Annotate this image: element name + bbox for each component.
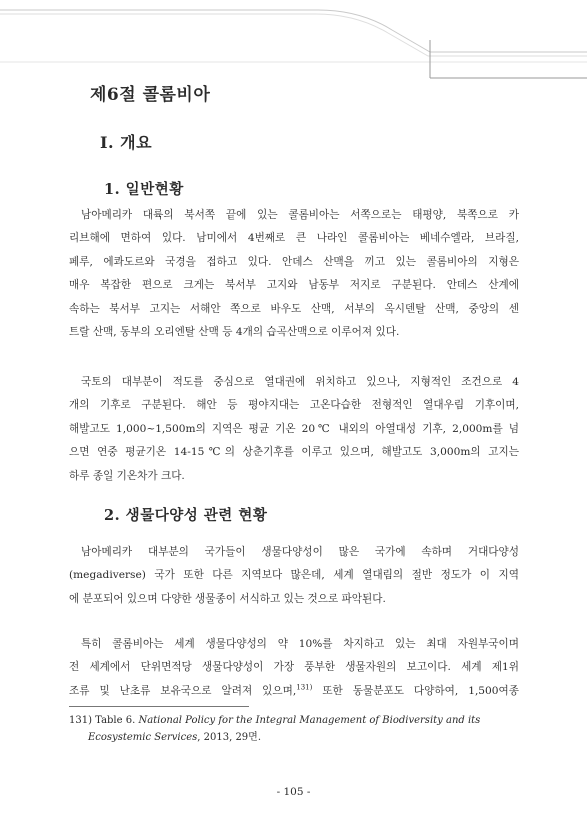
subsection-title-biodiversity: 2. 생물다양성 관련 현황 [104, 507, 268, 524]
subsection-title-general: 1. 일반현황 [104, 181, 184, 198]
paragraph-geography [69, 204, 519, 344]
text-line: 전 세계에서 단위면적당 생물다양성이 가장 풍부한 생물자원의 보고이다. 세계 제1위 [69, 661, 519, 674]
paragraph-climate [69, 371, 519, 488]
footnote-number: 131) [69, 715, 92, 726]
header-decoration [0, 0, 587, 90]
footnote-line [69, 712, 519, 729]
footnote [69, 712, 519, 746]
text-segment: 조류 및 난초류 보유국으로 알려져 있으며, [69, 684, 297, 697]
text-line: 국토의 대부분이 적도를 중심으로 열대권에 위치하고 있으나, 지형적인 조건으로 4 [81, 376, 519, 388]
footnote-divider [69, 706, 249, 707]
footnote-line [69, 729, 519, 746]
text-line: (megadiverse) 국가 또한 다른 지역보다 많은데, 세계 열대림의 절반 정도가 이 지역 [69, 569, 519, 582]
text-line: 리브해에 면하여 있다. 남미에서 4번째로 큰 나라인 콜롬비아는 베네수엘라, 브라질, [69, 232, 519, 245]
text-line: 페루, 에콰도르와 국경을 접하고 있다. 안데스 산맥을 끼고 있는 콜롬비아의 지형은 [69, 255, 519, 268]
page-number: - 105 - [276, 786, 311, 798]
footnote-title: Ecosystemic Services [88, 732, 198, 743]
footnote-prefix: Table 6. [92, 715, 139, 726]
section-title: I. 개요 [100, 133, 153, 152]
text-line: 개의 기후로 구분된다. 해안 등 평야지대는 고온다습한 전형적인 열대우림 기후이며, [69, 399, 519, 412]
text-line: 특히 콜롬비아는 세계 생물다양성의 약 10%를 차지하고 있는 최대 자원부국이며 [81, 638, 519, 650]
text-segment: 또한 동물분포도 다양하여, 1,500여종 [312, 684, 519, 697]
paragraph-south-america-biodiversity [69, 541, 519, 611]
chapter-title: 제6절 콜롬비아 [90, 85, 211, 105]
paragraph-colombia-biodiversity [69, 633, 519, 703]
text-line: 남아메리카 대륙의 북서쪽 끝에 있는 콜롬비아는 서쪽으로는 태평양, 북쪽으로 카 [81, 209, 519, 221]
footnote-reference[interactable]: 131) [296, 683, 313, 692]
text-line: 남아메리카 대부분의 국가들이 생물다양성이 많은 국가에 속하며 거대다양성 [81, 546, 519, 558]
text-line: 속하는 북서부 고지는 서해안 쪽으로 바우도 산맥, 서부의 옥시덴탈 산맥, 중앙의 센 [69, 302, 519, 315]
text-line [69, 680, 519, 703]
text-line: 트랄 산맥, 동부의 오리엔탈 산맥 등 4개의 습곡산맥으로 이루어져 있다. [69, 326, 400, 339]
text-line: 하루 종일 기온차가 크다. [69, 469, 185, 482]
footnote-title: National Policy for the Integral Management of Biodiversity and its [138, 715, 481, 726]
text-line: 매우 복잡한 편으로 크게는 북서부 고지와 남동부 저지로 구분된다. 안데스 산계에 [69, 279, 519, 292]
footnote-suffix: , 2013, 29면. [197, 732, 262, 743]
text-line: 해발고도 1,000~1,500m의 지역은 평균 기온 20℃ 내외의 아열대성 기후, 2,000m를 넘 [69, 422, 519, 435]
text-line: 으면 연중 평균기온 14-15℃의 상춘기후를 이루고 있으며, 해발고도 3,000m의 고지는 [69, 446, 519, 459]
text-line: 에 분포되어 있으며 다양한 생물종이 서식하고 있는 것으로 파악된다. [69, 592, 386, 605]
